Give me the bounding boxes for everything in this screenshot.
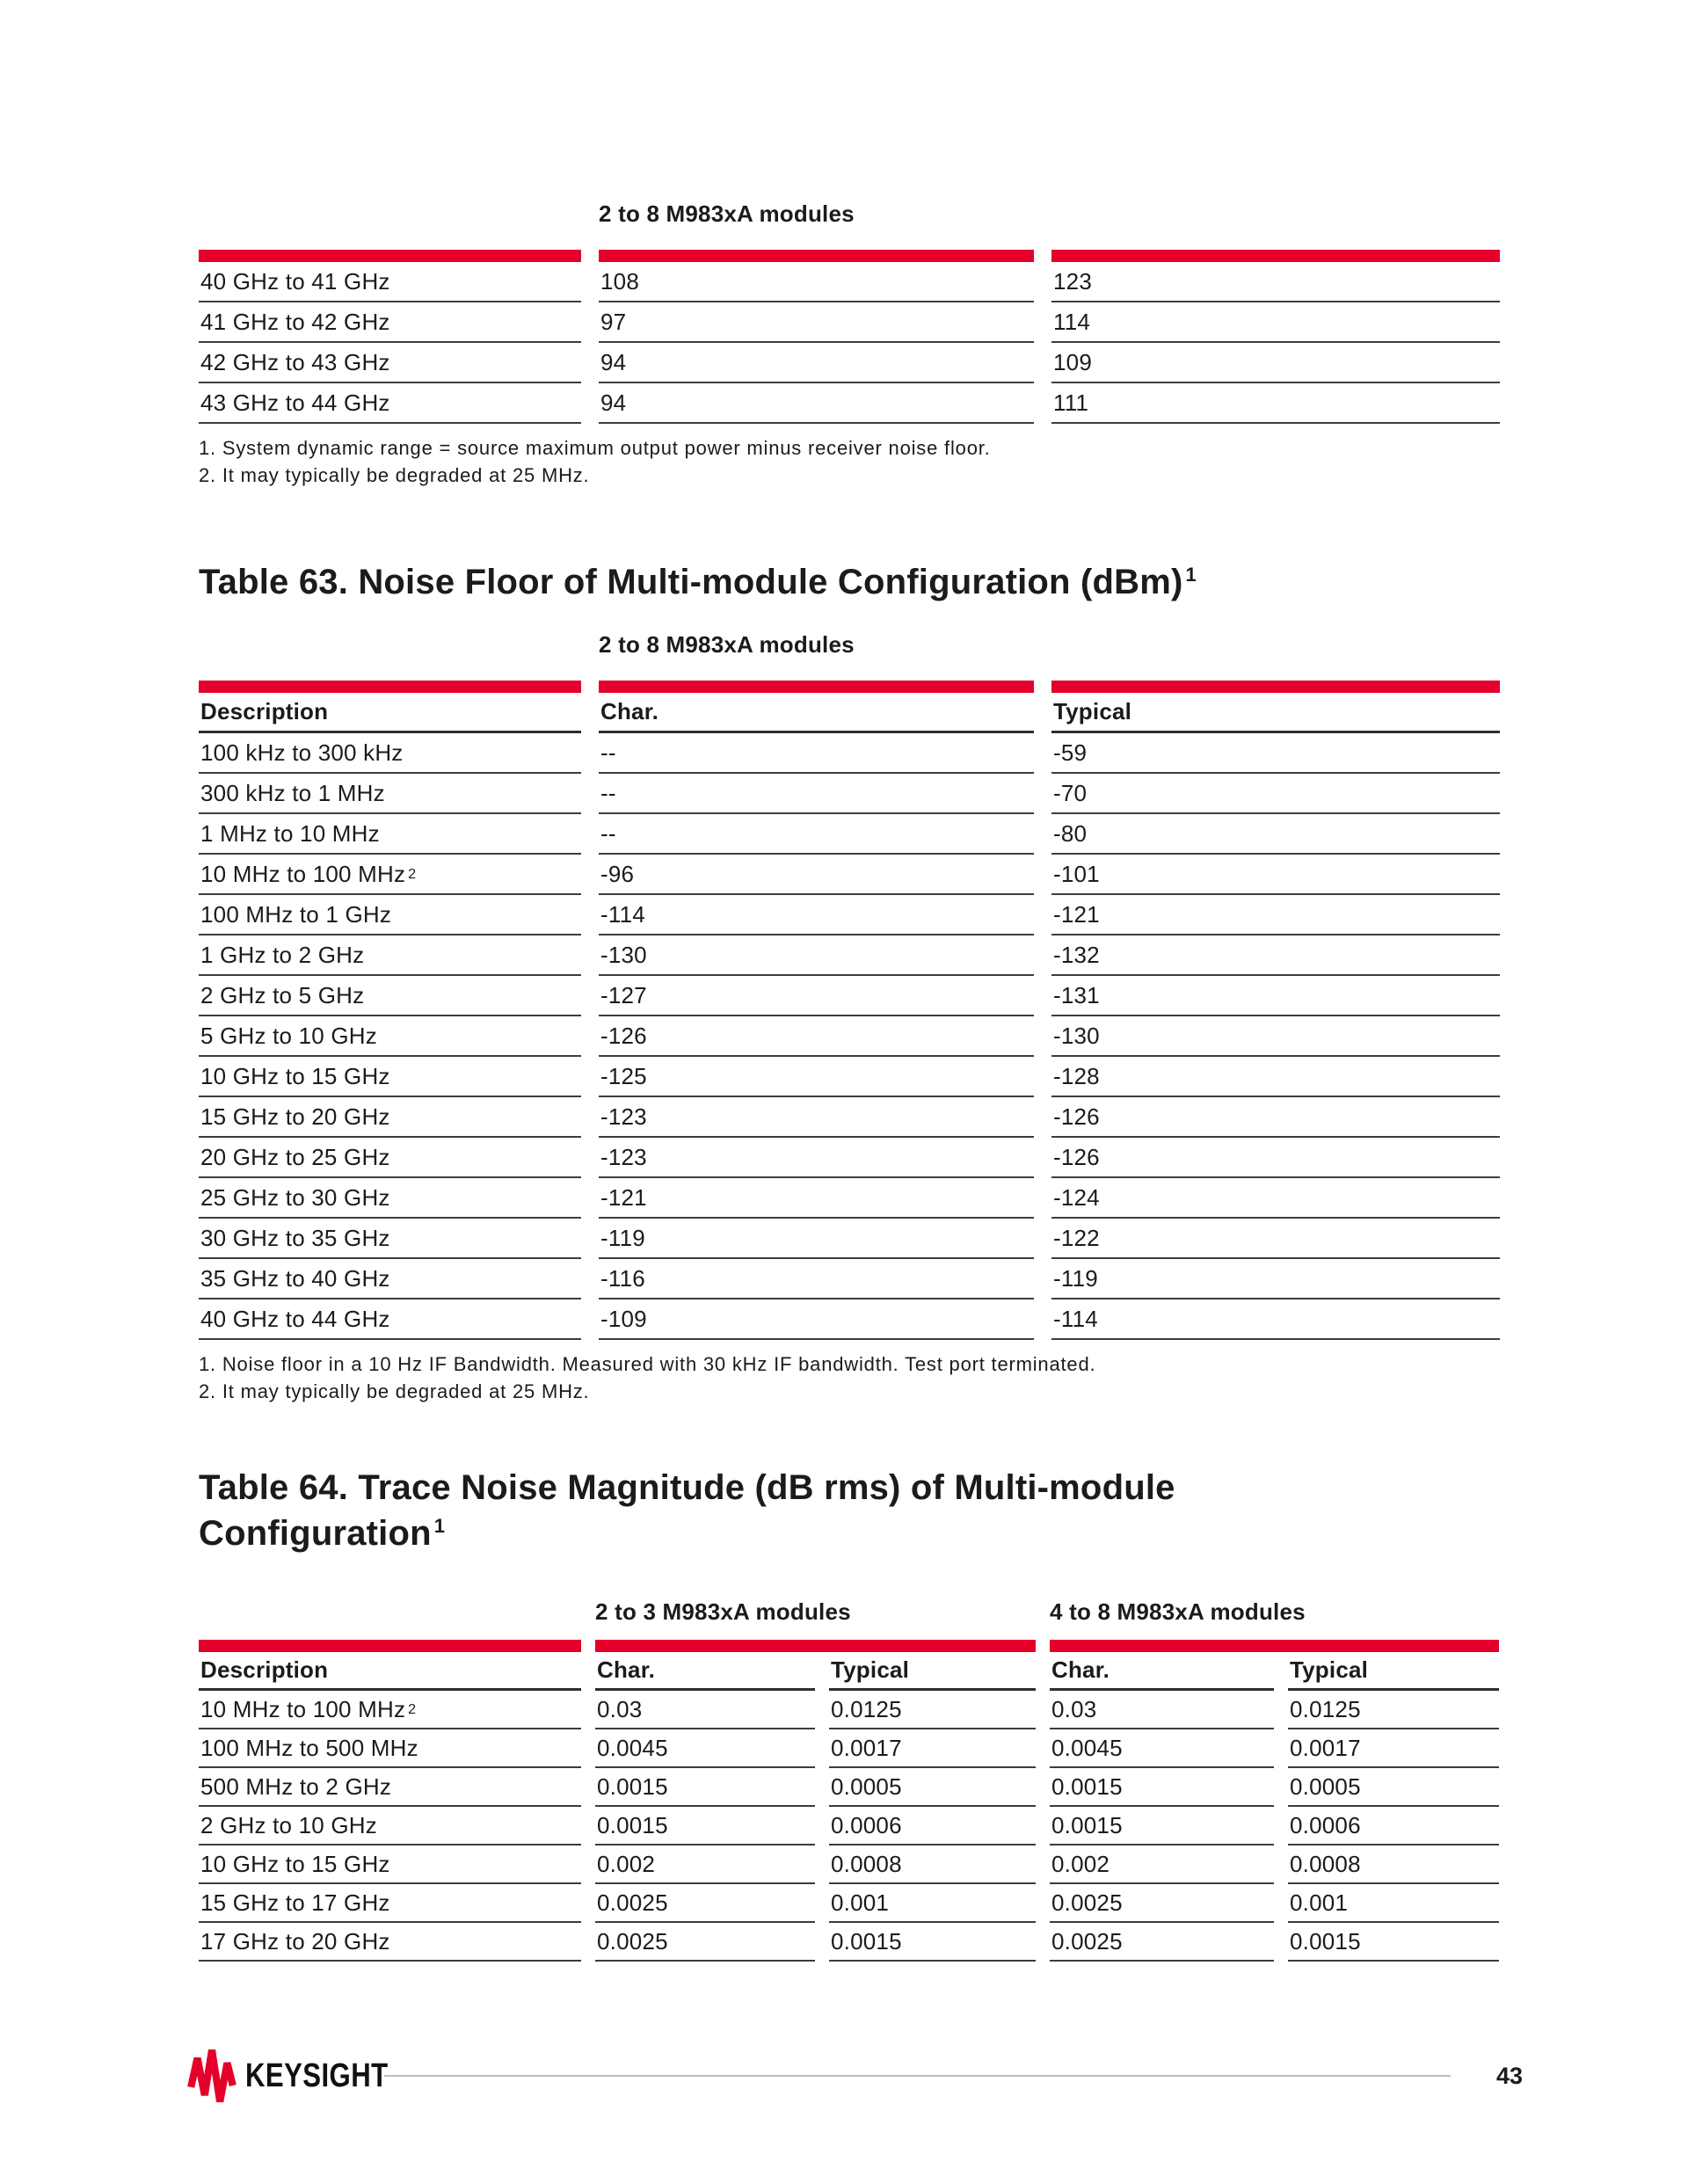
cell-value: 0.001 xyxy=(1288,1884,1499,1923)
cell-value: 123 xyxy=(1051,262,1500,302)
cell-value: 0.0025 xyxy=(1050,1884,1274,1923)
cell-desc: 10 GHz to 15 GHz xyxy=(199,1845,581,1884)
cell-value: 0.0045 xyxy=(1050,1729,1274,1768)
cell-value: -125 xyxy=(599,1057,1034,1097)
cell-value: -121 xyxy=(1051,895,1500,935)
cell-value: 0.0008 xyxy=(1288,1845,1499,1884)
cell-desc: 42 GHz to 43 GHz xyxy=(199,343,581,383)
cell-desc: 20 GHz to 25 GHz xyxy=(199,1138,581,1178)
footnote-ref: 1 xyxy=(433,1514,446,1537)
cell-value: -59 xyxy=(1051,733,1500,774)
cell-value: 108 xyxy=(599,262,1034,302)
cell-value: -130 xyxy=(1051,1016,1500,1057)
cell-desc: 10 MHz to 100 MHz 2 xyxy=(199,1691,581,1729)
cell-desc: 41 GHz to 42 GHz xyxy=(199,302,581,343)
cell-value: 114 xyxy=(1051,302,1500,343)
cell-value: -119 xyxy=(1051,1259,1500,1299)
column-header: Typical xyxy=(1288,1652,1499,1691)
keysight-logo xyxy=(187,2047,419,2105)
cell-desc: 100 MHz to 1 GHz xyxy=(199,895,581,935)
cell-value: -123 xyxy=(599,1138,1034,1178)
cell-value: 0.0025 xyxy=(1050,1923,1274,1962)
group-header: 4 to 8 M983xA modules xyxy=(1050,1598,1306,1625)
cell-value: 0.0015 xyxy=(1288,1923,1499,1962)
cell-value: -114 xyxy=(1051,1299,1500,1340)
cell-desc: 15 GHz to 17 GHz xyxy=(199,1884,581,1923)
cell-value: 0.0025 xyxy=(595,1884,815,1923)
cell-value: -128 xyxy=(1051,1057,1500,1097)
footer xyxy=(187,2047,1523,2105)
cell-desc: 40 GHz to 44 GHz xyxy=(199,1299,581,1340)
footnotes xyxy=(199,1350,1500,1405)
cell-value: -123 xyxy=(599,1097,1034,1138)
cell-value: 0.002 xyxy=(595,1845,815,1884)
cell-value: 0.03 xyxy=(1050,1691,1274,1729)
cell-value: 94 xyxy=(599,383,1034,424)
cell-value: 0.0015 xyxy=(1050,1807,1274,1845)
group-header: 2 to 8 M983xA modules xyxy=(599,631,855,658)
table-64-title-line1: Table 64. Trace Noise Magnitude (dB rms) of Multi-module xyxy=(199,1468,1175,1507)
table-64-title-line2: Configuration $^1$ xyxy=(199,1514,446,1553)
keysight-spark-icon xyxy=(187,2047,236,2105)
cell-value: -126 xyxy=(599,1016,1034,1057)
cell-value: 0.0015 xyxy=(595,1768,815,1807)
cell-value: 0.0017 xyxy=(1288,1729,1499,1768)
cell-desc: 10 GHz to 15 GHz xyxy=(199,1057,581,1097)
cell-value: 0.0015 xyxy=(595,1807,815,1845)
cell-value: 97 xyxy=(599,302,1034,343)
table-63-title: Table 63. Noise Floor of Multi-module Configuration (dBm) $^1$ xyxy=(199,563,1197,601)
cell-value: -- xyxy=(599,733,1034,774)
table-64-group-header-row xyxy=(199,1598,1500,1626)
cell-desc: 500 MHz to 2 GHz xyxy=(199,1768,581,1807)
cell-value: -124 xyxy=(1051,1178,1500,1219)
footnote: 2. It may typically be degraded at 25 MHz. xyxy=(199,1380,590,1402)
footer-rule xyxy=(384,2075,1451,2077)
cell-value: 0.0015 xyxy=(1050,1768,1274,1807)
cell-value: -122 xyxy=(1051,1219,1500,1259)
cell-value: -132 xyxy=(1051,935,1500,976)
cell-value: -126 xyxy=(1051,1138,1500,1178)
cell-value: 94 xyxy=(599,343,1034,383)
group-header: 2 to 3 M983xA modules xyxy=(595,1598,851,1625)
cell-desc: 10 MHz to 100 MHz 2 xyxy=(199,855,581,895)
cell-value: 0.0006 xyxy=(1288,1807,1499,1845)
page-number: 43 xyxy=(1495,2062,1523,2089)
cell-desc: 2 GHz to 10 GHz xyxy=(199,1807,581,1845)
cell-value: -119 xyxy=(599,1219,1034,1259)
cell-desc: 300 kHz to 1 MHz xyxy=(199,774,581,814)
table-63-group-header-row xyxy=(199,631,1500,659)
cell-value: -- xyxy=(599,774,1034,814)
brand-text: KEYSIGHT xyxy=(245,2057,389,2094)
cell-desc: 30 GHz to 35 GHz xyxy=(199,1219,581,1259)
cell-value: 111 xyxy=(1051,383,1500,424)
cell-desc: 5 GHz to 10 GHz xyxy=(199,1016,581,1057)
cell-value: 0.0005 xyxy=(829,1768,1036,1807)
table-63 xyxy=(199,693,1500,1340)
cell-desc: 40 GHz to 41 GHz xyxy=(199,262,581,302)
cell-value: 0.0045 xyxy=(595,1729,815,1768)
cell-value: 0.0015 xyxy=(829,1923,1036,1962)
footnote: 2. It may typically be degraded at 25 MHz. xyxy=(199,464,590,486)
page-content xyxy=(199,0,1500,1962)
cell-value: 0.0017 xyxy=(829,1729,1036,1768)
cell-value: -114 xyxy=(599,895,1034,935)
continuation-table-group-header-row xyxy=(199,200,1500,228)
footnote: 1. Noise floor in a 10 Hz IF Bandwidth. Measured with 30 kHz IF bandwidth. Test port terminated. xyxy=(199,1353,1096,1375)
cell-desc: 35 GHz to 40 GHz xyxy=(199,1259,581,1299)
column-header: Char. xyxy=(599,693,1034,733)
cell-value: -70 xyxy=(1051,774,1500,814)
cell-desc: 17 GHz to 20 GHz xyxy=(199,1923,581,1962)
cell-value: 0.0125 xyxy=(829,1691,1036,1729)
cell-value: 0.0006 xyxy=(829,1807,1036,1845)
cell-value: -130 xyxy=(599,935,1034,976)
cell-value: -121 xyxy=(599,1178,1034,1219)
column-header: Char. xyxy=(595,1652,815,1691)
cell-value: 0.0125 xyxy=(1288,1691,1499,1729)
cell-desc: 2 GHz to 5 GHz xyxy=(199,976,581,1016)
cell-value: -126 xyxy=(1051,1097,1500,1138)
footnote-ref: 1 xyxy=(1185,563,1197,586)
cell-value: 0.0025 xyxy=(595,1923,815,1962)
group-header: 2 to 8 M983xA modules xyxy=(599,200,855,227)
continuation-table xyxy=(199,262,1500,424)
cell-desc: 100 kHz to 300 kHz xyxy=(199,733,581,774)
cell-value: -109 xyxy=(599,1299,1034,1340)
cell-value: 0.0008 xyxy=(829,1845,1036,1884)
cell-desc: 43 GHz to 44 GHz xyxy=(199,383,581,424)
column-header: Typical xyxy=(829,1652,1036,1691)
cell-value: -116 xyxy=(599,1259,1034,1299)
column-header: Typical xyxy=(1051,693,1500,733)
column-header: Description xyxy=(199,693,581,733)
cell-desc: 100 MHz to 500 MHz xyxy=(199,1729,581,1768)
cell-value: 109 xyxy=(1051,343,1500,383)
cell-value: 0.0005 xyxy=(1288,1768,1499,1807)
cell-desc: 25 GHz to 30 GHz xyxy=(199,1178,581,1219)
column-header: Description xyxy=(199,1652,581,1691)
column-header: Char. xyxy=(1050,1652,1274,1691)
cell-desc: 1 GHz to 2 GHz xyxy=(199,935,581,976)
table-accent-bar xyxy=(199,250,1500,262)
cell-value: -- xyxy=(599,814,1034,855)
cell-value: 0.002 xyxy=(1050,1845,1274,1884)
cell-value: -131 xyxy=(1051,976,1500,1016)
table-64 xyxy=(199,1652,1500,1962)
table-64-title xyxy=(199,1465,1500,1556)
cell-value: -96 xyxy=(599,855,1034,895)
cell-value: 0.03 xyxy=(595,1691,815,1729)
cell-value: 0.001 xyxy=(829,1884,1036,1923)
table-accent-bar xyxy=(199,1640,1500,1652)
footnotes xyxy=(199,434,1500,489)
footnote: 1. System dynamic range = source maximum output power minus receiver noise floor. xyxy=(199,437,991,459)
table-accent-bar xyxy=(199,681,1500,693)
cell-desc: 1 MHz to 10 MHz xyxy=(199,814,581,855)
cell-value: -80 xyxy=(1051,814,1500,855)
cell-value: -127 xyxy=(599,976,1034,1016)
cell-value: -101 xyxy=(1051,855,1500,895)
cell-desc: 15 GHz to 20 GHz xyxy=(199,1097,581,1138)
